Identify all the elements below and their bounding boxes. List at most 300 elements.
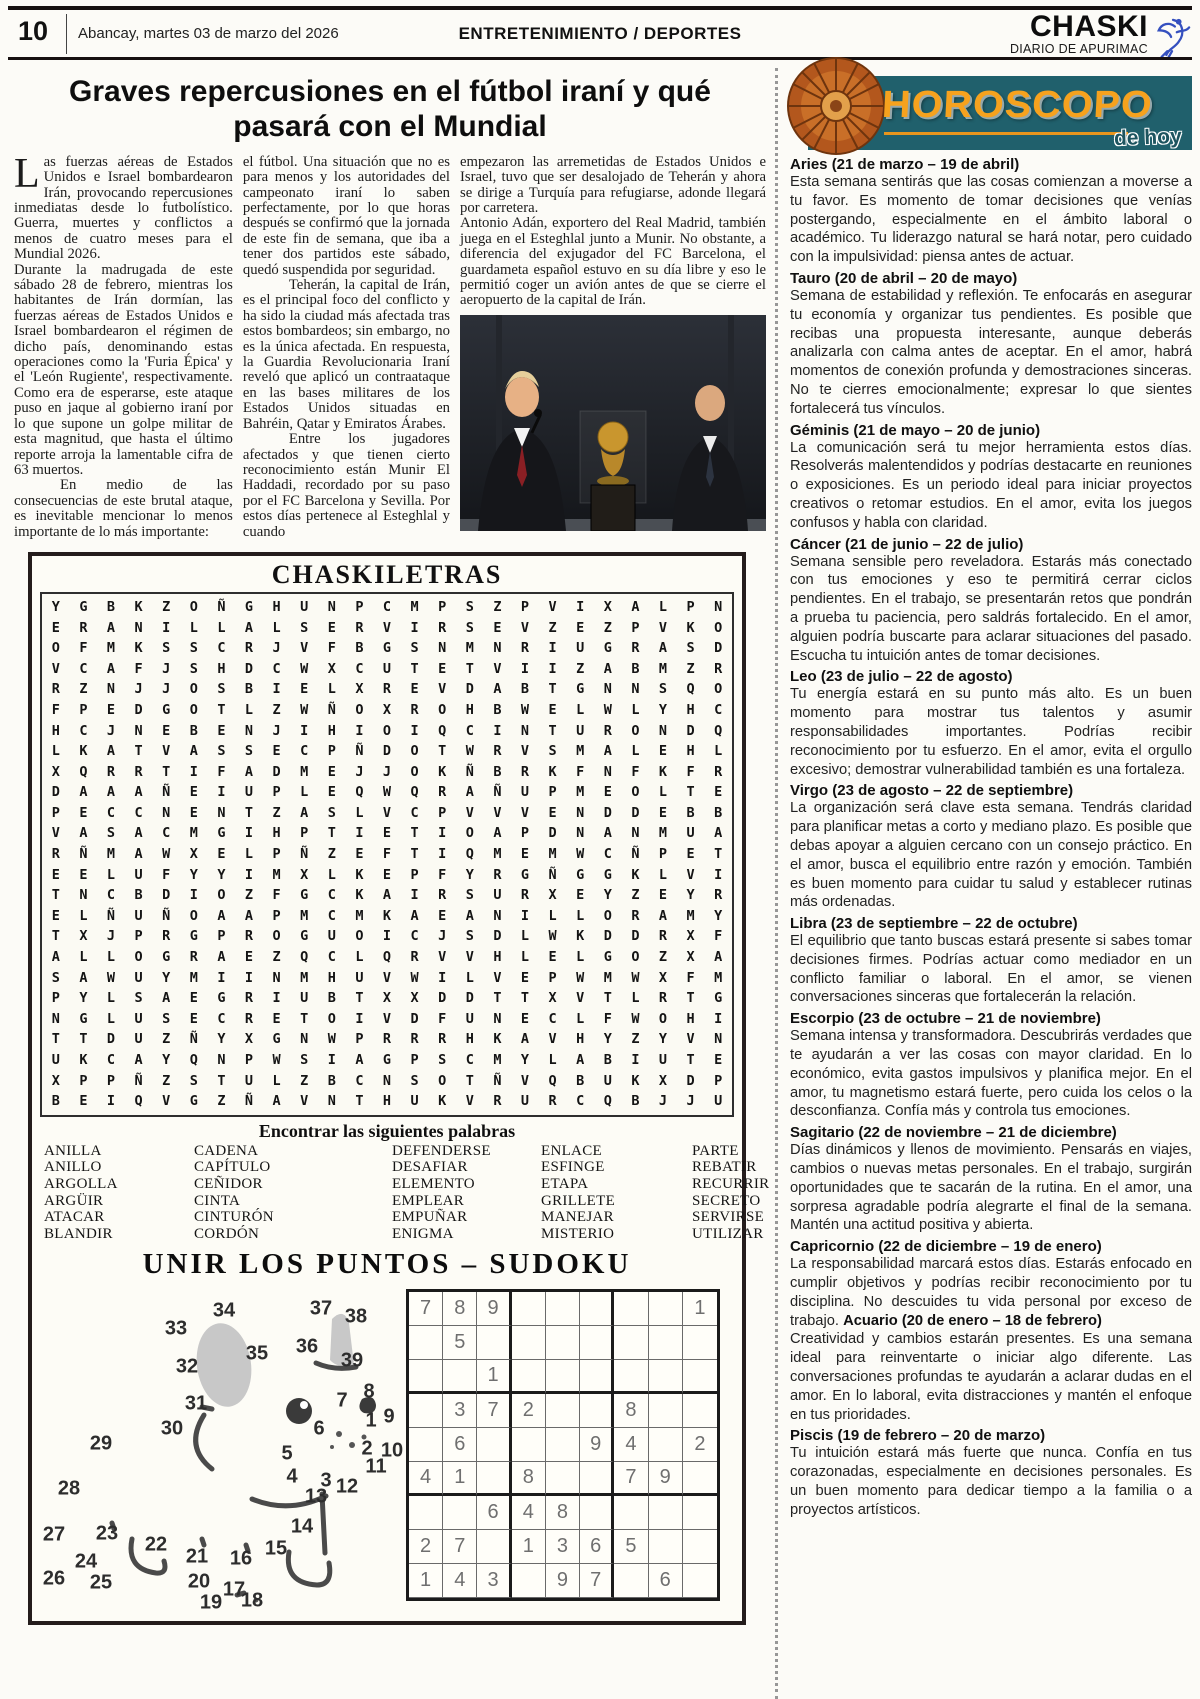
grid-letter: A <box>603 825 612 842</box>
sudoku-grid <box>406 1289 720 1601</box>
sudoku-cell: 8 <box>614 1394 648 1428</box>
grid-letter: U <box>382 660 392 677</box>
grid-letter: K <box>79 1052 88 1068</box>
grid-letter: P <box>438 804 447 821</box>
grid-letter: E <box>658 804 668 821</box>
grid-letter: X <box>603 598 612 615</box>
grid-letter: E <box>714 784 723 801</box>
grid-letter: A <box>603 660 612 677</box>
sudoku-cell <box>477 1326 511 1360</box>
grid-letter: O <box>355 928 364 945</box>
grid-letter: P <box>106 1072 116 1089</box>
grid-letter: P <box>714 1072 723 1089</box>
grid-letter: P <box>51 990 60 1007</box>
word-item: MISTERIO <box>541 1225 615 1242</box>
dot-number: 6 <box>313 1417 325 1440</box>
grid-letter: C <box>714 701 723 718</box>
grid-letter: I <box>714 866 723 883</box>
grid-letter: Q <box>714 722 723 739</box>
grid-letter: R <box>658 990 668 1007</box>
grid-letter: S <box>217 681 226 698</box>
grid-letter: L <box>79 949 88 966</box>
grid-letter: U <box>134 1010 143 1027</box>
grid-letter: E <box>382 866 392 883</box>
grid-letter: W <box>410 969 419 986</box>
grid-letter: Q <box>686 681 695 698</box>
article-body <box>14 150 766 540</box>
grid-letter: U <box>51 1052 60 1068</box>
grid-letter: Y <box>189 866 198 883</box>
grid-letter: Z <box>493 598 502 615</box>
grid-letter: F <box>438 866 447 883</box>
horoscope-sign-title: Capricornio (22 de diciembre – 19 de enero) <box>790 1238 1102 1256</box>
grid-letter: R <box>520 640 530 657</box>
grid-letter: R <box>244 990 254 1007</box>
grid-letter: M <box>300 969 309 986</box>
sudoku-cell <box>580 1360 614 1394</box>
sudoku-cell <box>409 1326 443 1360</box>
grid-letter: J <box>658 1093 668 1110</box>
grid-letter: G <box>576 866 585 883</box>
grid-letter: T <box>465 660 474 677</box>
grid-letter: B <box>576 1072 585 1089</box>
grid-letter: U <box>493 887 502 904</box>
sudoku-cell: 1 <box>512 1530 546 1564</box>
grid-letter: E <box>327 784 336 801</box>
dot-number: 3 <box>320 1469 332 1492</box>
sudoku-cell <box>683 1564 717 1598</box>
grid-letter: X <box>300 866 309 883</box>
grid-letter: T <box>134 743 143 760</box>
grid-letter: B <box>106 598 116 615</box>
grid-letter: M <box>106 640 116 657</box>
grid-letter: T <box>603 990 612 1007</box>
grid-letter: Ñ <box>355 743 364 760</box>
grid-letter: E <box>548 949 557 966</box>
grid-letter: M <box>576 743 585 760</box>
grid-letter: V <box>520 743 530 760</box>
grid-letter: E <box>189 784 198 801</box>
wordsearch-title: CHASKILETRAS <box>271 559 503 589</box>
grid-letter: Z <box>272 701 281 718</box>
grid-letter: N <box>631 825 640 842</box>
grid-letter: T <box>686 784 695 801</box>
sudoku-cell <box>409 1428 443 1462</box>
grid-letter: M <box>658 825 668 842</box>
grid-letter: T <box>520 990 530 1007</box>
grid-letter: T <box>465 1072 474 1089</box>
horoscope-sign-title: Leo (23 de julio – 22 de agosto) <box>790 668 1013 686</box>
grid-letter: Ñ <box>327 701 336 718</box>
grid-letter: R <box>382 681 392 698</box>
grid-letter: A <box>134 1052 143 1068</box>
grid-letter: X <box>658 969 668 986</box>
grid-letter: Ñ <box>162 784 171 801</box>
grid-letter: R <box>410 949 419 966</box>
grid-letter: E <box>162 722 171 739</box>
word-item: DESAFIAR <box>392 1159 468 1176</box>
grid-letter: L <box>631 990 640 1007</box>
grid-letter: C <box>465 1052 474 1068</box>
grid-letter: K <box>438 1093 447 1110</box>
grid-letter: X <box>327 660 336 677</box>
bird-icon <box>1154 12 1192 60</box>
grid-letter: C <box>217 1010 226 1027</box>
grid-letter: I <box>244 825 254 842</box>
grid-letter: O <box>189 681 198 698</box>
dot-number: 20 <box>187 1570 211 1593</box>
grid-letter: G <box>603 640 612 657</box>
grid-letter: F <box>714 928 723 945</box>
grid-letter: P <box>438 598 447 615</box>
grid-letter: V <box>300 640 309 657</box>
word-item: CINTA <box>194 1192 241 1209</box>
grid-letter: E <box>79 1093 88 1110</box>
grid-letter: N <box>162 804 171 821</box>
grid-letter: N <box>106 681 116 698</box>
sudoku-cell <box>546 1360 580 1394</box>
sudoku-cell: 8 <box>443 1292 477 1326</box>
grid-letter: B <box>327 990 336 1007</box>
grid-letter: G <box>217 825 226 842</box>
grid-letter: Z <box>576 660 585 677</box>
grid-letter: X <box>51 763 60 780</box>
word-item: SERVIRSE <box>692 1209 765 1226</box>
grid-letter: X <box>548 887 557 904</box>
header-bottom-rule <box>8 57 1192 60</box>
grid-letter: L <box>327 681 336 698</box>
dot-number: 37 <box>309 1297 333 1320</box>
dot-number: 22 <box>144 1533 168 1556</box>
grid-letter: R <box>493 743 502 760</box>
grid-letter: J <box>272 722 281 739</box>
sudoku-cell <box>683 1496 717 1530</box>
grid-letter: P <box>520 825 530 842</box>
grid-letter: G <box>79 1010 88 1027</box>
grid-letter: M <box>493 846 502 863</box>
article-paragraph: Durante la madrugada de este sábado 28 de febrero, mientras los habitantes de Irán dormían, las fuerzas aéreas de Estados Unidos e Israel bombardearon el régimen de dicho país, denominando estas operaciones como la 'Furia Épica' y el 'León Rugiente', respectivamente. Como era de esperarse, este ataque puso en jaque al gobierno iraní por lo que supone un golpe militar de esta magnitud, que hasta el último reporte arroja la lamentable cifra de 63 muertos. <box>14 261 233 478</box>
grid-letter: N <box>576 804 585 821</box>
grid-letter: I <box>520 907 530 924</box>
grid-letter: E <box>51 907 60 924</box>
grid-letter: E <box>576 887 585 904</box>
grid-letter: E <box>382 825 392 842</box>
grid-letter: S <box>189 660 198 677</box>
dot-number: 13 <box>304 1485 328 1508</box>
grid-letter: E <box>272 1010 281 1027</box>
grid-letter: H <box>217 660 226 677</box>
grid-letter: T <box>79 1031 88 1048</box>
grid-letter: Q <box>465 846 474 863</box>
sudoku-cell <box>512 1564 546 1598</box>
grid-letter: N <box>576 825 585 842</box>
grid-letter: L <box>520 928 530 945</box>
grid-letter: A <box>134 825 143 842</box>
grid-letter: G <box>714 990 723 1007</box>
sudoku-cell: 8 <box>546 1496 580 1530</box>
grid-letter: U <box>134 969 143 986</box>
grid-letter: A <box>493 681 502 698</box>
grid-letter: D <box>162 887 171 904</box>
grid-letter: A <box>355 1052 364 1068</box>
grid-letter: F <box>272 887 281 904</box>
grid-letter: L <box>217 619 226 636</box>
grid-letter: E <box>548 701 557 718</box>
sudoku-cell: 7 <box>443 1530 477 1564</box>
grid-letter: J <box>382 763 392 780</box>
horoscope-subtitle: de hoy <box>1113 124 1183 151</box>
horoscope-sign-title: Escorpio (23 de octubre – 21 de noviembre) <box>790 1010 1101 1028</box>
grid-letter: E <box>272 743 281 760</box>
article-paragraph: el fútbol. Una situación que no es para menos y los autoridades del campeonato iraní lo saben perfectamente, por lo que horas después se confirmó que la jornada de este fin de semana, que iba a tener dos partidos este sábado, quedó suspendida por seguridad. <box>242 153 450 278</box>
grid-letter: U <box>355 969 364 986</box>
grid-letter: S <box>134 990 143 1007</box>
dot-number: 38 <box>344 1305 368 1328</box>
grid-letter: I <box>382 928 392 945</box>
grid-letter: V <box>51 825 60 842</box>
sudoku-cell <box>614 1326 648 1360</box>
grid-letter: U <box>410 1093 419 1110</box>
grid-letter: O <box>714 681 723 698</box>
dot-number: 9 <box>383 1405 395 1428</box>
grid-letter: N <box>714 598 723 615</box>
grid-letter: R <box>631 907 640 924</box>
grid-letter: O <box>217 887 226 904</box>
wordsearch-grid-frame <box>40 592 734 1117</box>
dot-number: 25 <box>89 1571 113 1594</box>
grid-letter: Q <box>603 1093 612 1110</box>
grid-letter: U <box>300 990 309 1007</box>
grid-letter: A <box>106 660 116 677</box>
grid-letter: H <box>576 1031 585 1048</box>
grid-letter: Y <box>79 990 88 1007</box>
grid-letter: R <box>244 1010 254 1027</box>
grid-letter: U <box>465 1010 474 1027</box>
grid-letter: V <box>686 866 695 883</box>
sudoku-cell <box>546 1428 580 1462</box>
grid-letter: E <box>300 681 309 698</box>
brand-block <box>1010 12 1148 56</box>
grid-letter: V <box>520 619 530 636</box>
grid-letter: E <box>520 846 530 863</box>
grid-letter: D <box>631 804 640 821</box>
word-item: ESFINGE <box>541 1159 605 1176</box>
grid-letter: S <box>300 619 309 636</box>
grid-letter: L <box>631 743 640 760</box>
dot-number: 35 <box>245 1342 269 1365</box>
grid-letter: P <box>272 846 281 863</box>
grid-letter: U <box>603 1072 612 1089</box>
grid-letter: E <box>686 846 695 863</box>
horoscope-sign-title: Aries (21 de marzo – 19 de abril) <box>790 156 1020 173</box>
grid-letter: Ñ <box>493 1072 502 1089</box>
grid-letter: Ñ <box>548 866 557 883</box>
grid-letter: A <box>79 784 88 801</box>
grid-letter: V <box>576 990 585 1007</box>
grid-letter: T <box>493 990 502 1007</box>
grid-letter: N <box>244 722 254 739</box>
grid-letter: V <box>658 619 668 636</box>
sudoku-cell: 1 <box>443 1462 477 1496</box>
grid-letter: G <box>603 949 612 966</box>
horoscope-sign-title: Tauro (20 de abril – 20 de mayo) <box>790 269 1018 287</box>
grid-letter: L <box>327 866 336 883</box>
horoscope-sign-body: La organización será clave esta semana. Tendrás claridad para planificar metas a corto y mediano plazo. Es posible que debas apoyar a alguien cercano con un consejo práctico. En el amor, busca el equilibrio entre razón y emoción. También es buen momento para cuidar tu salud y establecer rutinas más ordenadas. <box>790 800 1192 911</box>
sudoku-cell: 9 <box>580 1428 614 1462</box>
sudoku-cell: 1 <box>477 1360 511 1394</box>
grid-letter: X <box>410 990 419 1007</box>
grid-letter: K <box>631 866 640 883</box>
grid-letter: V <box>382 619 392 636</box>
sudoku-cell <box>512 1292 546 1326</box>
article-paragraph: En medio de las consecuencias de este brutal ataque, es inevitable mencionar lo menos importante de lo más importante: <box>14 477 233 540</box>
grid-letter: E <box>410 681 419 698</box>
grid-letter: B <box>189 722 198 739</box>
grid-letter: Y <box>162 969 171 986</box>
grid-letter: L <box>658 866 668 883</box>
sudoku-cell <box>649 1360 683 1394</box>
horoscope-sign-title: Virgo (23 de agosto – 22 de septiembre) <box>790 782 1074 800</box>
date-line: Abancay, martes 03 de marzo del 2026 <box>78 25 339 42</box>
sudoku-cell: 6 <box>477 1496 511 1530</box>
dot-number: 4 <box>286 1465 298 1488</box>
grid-letter: L <box>106 949 116 966</box>
grid-letter: L <box>576 949 585 966</box>
grid-letter: Y <box>658 1031 668 1048</box>
grid-letter: M <box>686 907 695 924</box>
grid-letter: M <box>272 866 281 883</box>
grid-letter: S <box>327 804 336 821</box>
grid-letter: U <box>134 1031 143 1048</box>
dot-number: 24 <box>74 1550 98 1573</box>
grid-letter: S <box>189 640 198 657</box>
word-item: MANEJAR <box>541 1209 614 1226</box>
zodiac-wheel-icon <box>786 56 886 156</box>
article-paragraph: Las fuerzas aéreas de Estados Unidos e Israel bombardearon Irán, provocando repercusiones inmediatas desde lo futbolístico. Guerra, muertes y conflictos a menos de cuatro meses para el Mundial 2026. <box>14 150 233 263</box>
grid-letter: A <box>382 887 392 904</box>
grid-letter: O <box>465 825 474 842</box>
grid-letter: R <box>244 640 254 657</box>
sudoku-cell: 2 <box>512 1394 546 1428</box>
puzzle-row <box>32 1287 742 1621</box>
grid-letter: A <box>410 907 419 924</box>
grid-letter: Z <box>631 887 640 904</box>
grid-letter: T <box>51 928 60 945</box>
article-paragraph: Antonio Adán, exportero del Real Madrid, también juega en el Esteghlal junto a Munir. No obstante, a diferencia del exjugador del FC Barcelona, el guardameta español estuvo en su día libre y eso le permitió coger un avión antes de que se cierre el aeropuerto de la capital de Irán. <box>460 215 766 309</box>
grid-letter: R <box>520 763 530 780</box>
grid-letter: M <box>576 784 585 801</box>
grid-letter: T <box>217 701 226 718</box>
brand-name: CHASKI <box>1029 10 1148 43</box>
grid-letter: B <box>631 660 640 677</box>
grid-letter: N <box>658 722 668 739</box>
grid-letter: J <box>106 928 116 945</box>
word-item: EMPUÑAR <box>392 1209 468 1226</box>
grid-letter: C <box>327 887 336 904</box>
word-item: BLANDIR <box>44 1225 113 1242</box>
grid-letter: C <box>603 846 612 863</box>
grid-letter: A <box>134 784 143 801</box>
grid-letter: Z <box>658 949 668 966</box>
grid-letter: Y <box>603 887 612 904</box>
grid-letter: Q <box>438 722 447 739</box>
grid-letter: Ñ <box>465 763 474 780</box>
grid-letter: A <box>51 949 60 966</box>
dot-number: 14 <box>290 1515 314 1538</box>
horoscope-banner <box>790 64 1192 152</box>
grid-letter: C <box>106 1052 116 1068</box>
grid-letter: Q <box>382 949 392 966</box>
horoscope-sign-body: La responsabilidad marcará estos días. Estarás enfocado en cumplir objetivos y podrías recibir reconocimiento por tu disciplina. No descuides tu vida personal por exceso de trabajo. Acuario (20 de enero – 18 de febrero) <box>790 1256 1192 1329</box>
word-item: ARGOLLA <box>44 1175 118 1192</box>
grid-letter: P <box>244 1052 254 1068</box>
word-item: ANILLO <box>44 1159 102 1176</box>
grid-letter: S <box>658 681 668 698</box>
grid-letter: D <box>382 743 392 760</box>
sudoku-cell <box>512 1428 546 1462</box>
grid-letter: E <box>658 743 668 760</box>
grid-letter: Ñ <box>134 1072 143 1089</box>
grid-letter: R <box>520 887 530 904</box>
grid-letter: H <box>272 598 281 615</box>
find-words-heading: Encontrar las siguientes palabras <box>258 1120 516 1141</box>
word-item: ENIGMA <box>392 1225 454 1242</box>
sudoku-cell <box>512 1360 546 1394</box>
grid-letter: R <box>382 1031 392 1048</box>
sudoku-cell: 4 <box>409 1462 443 1496</box>
grid-letter: U <box>520 1093 530 1110</box>
word-column <box>392 1143 541 1243</box>
dot-number: 36 <box>295 1335 319 1358</box>
grid-letter: P <box>272 784 281 801</box>
grid-letter: Ñ <box>493 784 502 801</box>
grid-letter: V <box>300 1093 309 1110</box>
grid-letter: P <box>51 804 60 821</box>
grid-letter: B <box>686 804 695 821</box>
grid-letter: P <box>79 1072 88 1089</box>
grid-letter: R <box>134 763 143 780</box>
sudoku-cell: 8 <box>512 1462 546 1496</box>
grid-letter: L <box>355 804 364 821</box>
grid-letter: E <box>714 1052 723 1068</box>
horoscope-sign-body: Creatividad y cambios estarán presentes. Es una semana ideal para reinventarte o iniciar algo diferente. Las conversaciones profundas te ayudarán a aclarar dudas en el amor. En lo laboral, evita distracciones y mantén el enfoque en tus prioridades. <box>790 1331 1192 1423</box>
word-item: UTILIZAR <box>692 1225 764 1242</box>
grid-letter: Z <box>244 887 254 904</box>
grid-letter: L <box>548 907 557 924</box>
grid-letter: I <box>272 990 281 1007</box>
grid-letter: N <box>603 681 612 698</box>
grid-letter: W <box>520 701 530 718</box>
grid-letter: W <box>576 846 585 863</box>
grid-letter: R <box>162 928 171 945</box>
grid-letter: W <box>300 701 309 718</box>
horoscope-sign-title-inline: Acuario (20 de enero – 18 de febrero) <box>843 1312 1102 1329</box>
dot-number: 21 <box>185 1545 209 1568</box>
grid-letter: G <box>189 1093 198 1110</box>
grid-letter: R <box>493 1093 502 1110</box>
grid-letter: S <box>410 1072 419 1089</box>
grid-letter: V <box>493 660 502 677</box>
word-item: RECURRIR <box>692 1175 770 1192</box>
grid-letter: R <box>714 763 723 780</box>
grid-letter: E <box>438 907 447 924</box>
word-item: ARGÜIR <box>44 1192 104 1209</box>
grid-letter: O <box>189 598 198 615</box>
grid-letter: S <box>162 1010 171 1027</box>
grid-letter: T <box>300 1010 309 1027</box>
grid-letter: S <box>300 1052 309 1068</box>
grid-letter: L <box>244 846 254 863</box>
